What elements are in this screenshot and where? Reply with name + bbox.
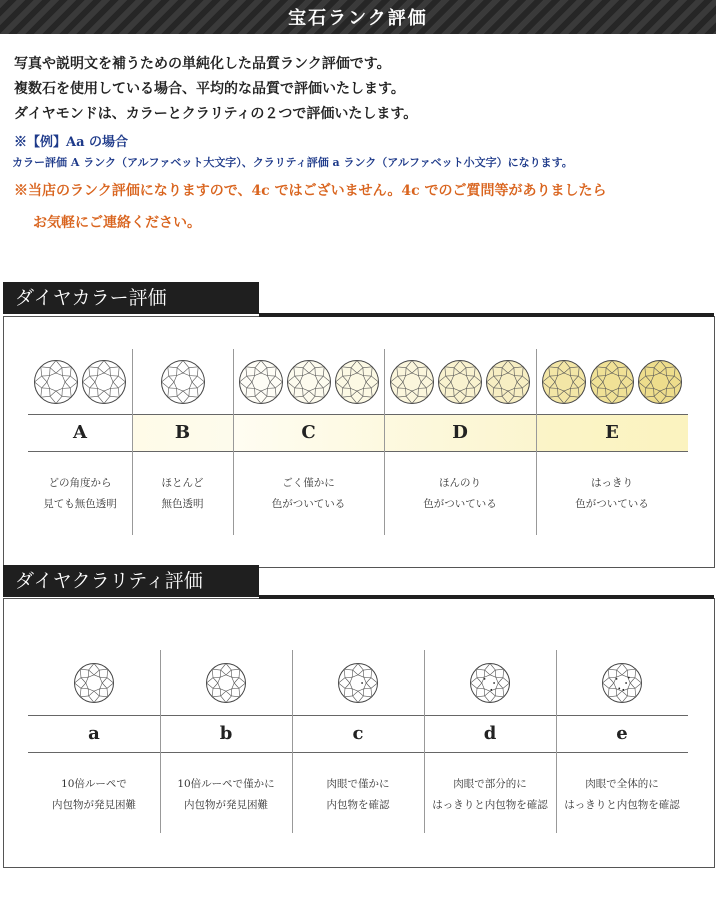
example-text: カラー評価 A ランク（アルファベット大文字）、クラリティ評価 a ランク（アルファベット小文字）になります。 <box>12 156 573 169</box>
column-divider <box>384 349 385 535</box>
description-line: 内包物が発見困難 <box>52 798 136 811</box>
clarity-grade-label: a <box>28 715 160 753</box>
gem-row <box>132 349 233 414</box>
column-divider <box>424 650 425 833</box>
gem-row <box>28 349 132 414</box>
clarity-grade-description <box>556 753 688 836</box>
diamond-icon <box>73 662 115 704</box>
warning-line-1: ※当店のランク評価になりますので、4c ではございません。4c でのご質問等がありましたら <box>14 183 607 199</box>
description-line: はっきり <box>591 476 633 489</box>
diamond-icon <box>337 662 379 704</box>
color-grade-description <box>28 452 132 535</box>
gem-row <box>292 650 424 715</box>
clarity-grade-table <box>28 650 688 833</box>
description-line: 無色透明 <box>161 497 204 510</box>
diamond-icon <box>334 359 380 405</box>
diamond-icon <box>33 359 79 405</box>
color-section-title: ダイヤカラー評価 <box>3 282 259 314</box>
color-grade-description <box>384 452 536 535</box>
clarity-grade-label: d <box>424 715 556 753</box>
description-line: どの角度から <box>48 476 112 489</box>
clarity-grade-label: c <box>292 715 424 753</box>
gem-row <box>556 650 688 715</box>
color-grade-description <box>233 452 384 535</box>
diamond-icon <box>437 359 483 405</box>
column-divider <box>233 349 234 535</box>
color-grade-label: B <box>132 414 233 452</box>
intro-line-3: ダイヤモンドは、カラーとクラリティの２つで評価いたします。 <box>14 106 418 122</box>
clarity-section-rule <box>259 595 714 599</box>
clarity-grade-description <box>28 753 160 836</box>
color-grade-B <box>132 349 233 535</box>
diamond-icon <box>601 662 643 704</box>
top-banner <box>0 0 716 34</box>
diamond-icon <box>469 662 511 704</box>
color-grade-label: D <box>384 414 536 452</box>
clarity-grade-description <box>292 753 424 836</box>
description-line: 色がついている <box>423 497 497 510</box>
color-grade-label: E <box>536 414 688 452</box>
column-divider <box>292 650 293 833</box>
diamond-icon <box>160 359 206 405</box>
column-divider <box>132 349 133 535</box>
diamond-icon <box>589 359 635 405</box>
description-line: 内包物が発見困難 <box>184 798 268 811</box>
clarity-grade-description <box>424 753 556 836</box>
clarity-grade-c <box>292 650 424 833</box>
gem-row <box>28 650 160 715</box>
gem-row <box>424 650 556 715</box>
color-grade-D <box>384 349 536 535</box>
intro-line-1: 写真や説明文を補うための単純化した品質ランク評価です。 <box>14 56 391 72</box>
clarity-grade-d <box>424 650 556 833</box>
gem-row <box>384 349 536 414</box>
clarity-grade-a <box>28 650 160 833</box>
column-divider <box>160 650 161 833</box>
warning-line-2: お気軽にご連絡ください。 <box>33 215 201 231</box>
gem-row <box>233 349 384 414</box>
description-line: 肉眼で僅かに <box>326 777 390 790</box>
description-line: 10倍ルーペで僅かに <box>177 777 275 790</box>
description-line: 10倍ルーペで <box>61 777 127 790</box>
description-line: ほんのり <box>439 476 481 489</box>
diamond-icon <box>238 359 284 405</box>
intro-line-2: 複数石を使用している場合、平均的な品質で評価いたします。 <box>14 81 405 97</box>
color-grade-table <box>28 349 688 535</box>
clarity-grade-label: e <box>556 715 688 753</box>
description-line: ほとんど <box>161 476 204 489</box>
clarity-grade-description <box>160 753 292 836</box>
description-line: ごく僅かに <box>282 476 335 489</box>
clarity-section-title: ダイヤクラリティ評価 <box>3 565 259 597</box>
diamond-icon <box>389 359 435 405</box>
page-title: 宝石ランク評価 <box>288 8 428 29</box>
diamond-icon <box>286 359 332 405</box>
description-line: 肉眼で全体的に <box>585 777 659 790</box>
intro-text <box>14 52 714 237</box>
description-line: はっきりと内包物を確認 <box>564 798 680 811</box>
color-grade-E <box>536 349 688 535</box>
diamond-icon <box>541 359 587 405</box>
description-line: はっきりと内包物を確認 <box>432 798 548 811</box>
example-heading: ※【例】Aa の場合 <box>14 135 129 150</box>
description-line: 内包物を確認 <box>326 798 390 811</box>
color-grade-description <box>132 452 233 535</box>
gem-row <box>160 650 292 715</box>
diamond-icon <box>637 359 683 405</box>
gem-row <box>536 349 688 414</box>
column-divider <box>556 650 557 833</box>
color-grade-label: C <box>233 414 384 452</box>
column-divider <box>536 349 537 535</box>
description-line: 色がついている <box>271 497 346 510</box>
description-line: 色がついている <box>575 497 649 510</box>
clarity-grade-b <box>160 650 292 833</box>
color-grade-description <box>536 452 688 535</box>
clarity-grade-e <box>556 650 688 833</box>
color-grade-A <box>28 349 132 535</box>
description-line: 肉眼で部分的に <box>453 777 527 790</box>
color-section-rule <box>259 313 714 317</box>
description-line: 見ても無色透明 <box>43 497 117 510</box>
diamond-icon <box>81 359 127 405</box>
clarity-grade-label: b <box>160 715 292 753</box>
color-grade-label: A <box>28 414 132 452</box>
color-grade-C <box>233 349 384 535</box>
diamond-icon <box>485 359 531 405</box>
diamond-icon <box>205 662 247 704</box>
